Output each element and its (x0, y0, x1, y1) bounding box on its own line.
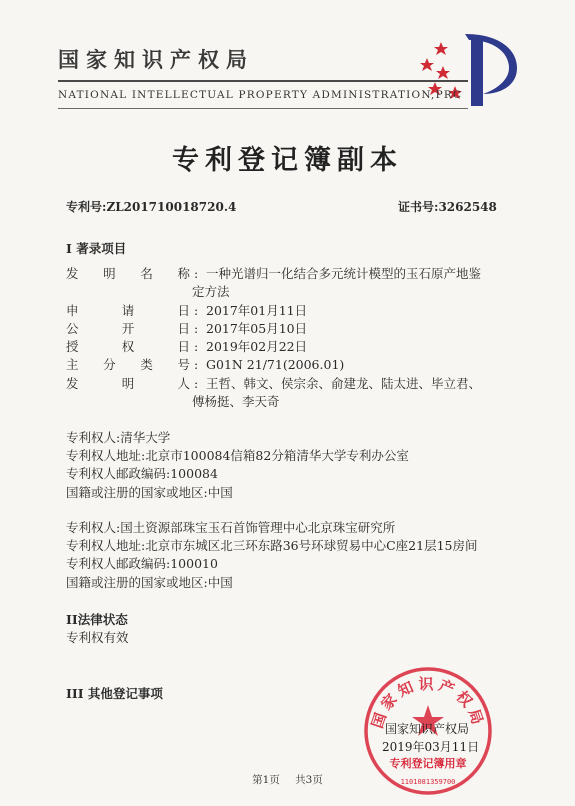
org-name-cn: 国家知识产权局 (58, 47, 254, 72)
field-grant-date: 授权日 : 2019年02月22日 (66, 339, 308, 354)
page-footer (0, 772, 575, 787)
org-name-en: NATIONAL INTELLECTUAL PROPERTY ADMINISTRATION,PRC (58, 89, 463, 101)
owner-2-address: 专利权人地址:北京市东城区北三环东路36号环球贸易中心C座21层15房间 (66, 538, 478, 553)
owner-1-address: 专利权人地址:北京市100084信箱82分箱清华大学专利办公室 (66, 448, 409, 463)
svg-text:专利登记簿用章: 专利登记簿用章 (389, 757, 467, 770)
owner-1-country: 国籍或注册的国家或地区:中国 (66, 485, 233, 500)
header-divider-thin (58, 108, 468, 109)
field-application-date: 申请日 : 2017年01月11日 (66, 303, 308, 318)
section-heading-other-items: III 其他登记事项 (66, 686, 163, 701)
stamp-date: 2019年03月11日 (382, 740, 480, 754)
field-inventors: 发明人 : 王哲、韩文、侯宗余、俞建龙、陆太进、毕立君、 (66, 376, 482, 391)
field-publication-date: 公开日 : 2017年05月10日 (66, 321, 308, 336)
stamp-organization: 国家知识产权局 (385, 722, 470, 736)
section-heading-legal-status: II法律状态 (66, 612, 128, 627)
owner-1-name: 专利权人:清华大学 (66, 430, 171, 445)
field-invention-name: 发明名称 : 一种光谱归一化结合多元统计模型的玉石原产地鉴 (66, 266, 482, 281)
page-total: 共3页 (295, 774, 323, 786)
owner-2-name: 专利权人:国土资源部珠宝玉石首饰管理中心北京珠宝研究所 (66, 520, 396, 535)
owner-2-postcode: 专利权人邮政编码:100010 (66, 556, 218, 571)
owner-1-postcode: 专利权人邮政编码:100084 (66, 466, 218, 481)
field-classification: 主分类号 : G01N 21/71(2006.01) (66, 357, 345, 372)
field-invention-name-cont: 定方法 (192, 284, 230, 299)
section-heading-bibliographic: I 著录项目 (66, 241, 127, 256)
svg-text:1101081359700: 1101081359700 (400, 778, 456, 786)
svg-text:国家知识产权局: 国家知识产权局 (368, 675, 488, 731)
legal-status-value: 专利权有效 (66, 630, 129, 645)
patent-number: 专利号:ZL201710018720.4 (66, 200, 237, 214)
field-inventors-cont: 傅杨挺、李天奇 (192, 394, 280, 409)
owner-2-country: 国籍或注册的国家或地区:中国 (66, 575, 233, 590)
certificate-number: 证书号:3262548 (398, 200, 497, 214)
document-title: 专利登记簿副本 (172, 145, 403, 176)
page-number: 第1页 (252, 774, 280, 786)
header-divider (58, 80, 468, 82)
